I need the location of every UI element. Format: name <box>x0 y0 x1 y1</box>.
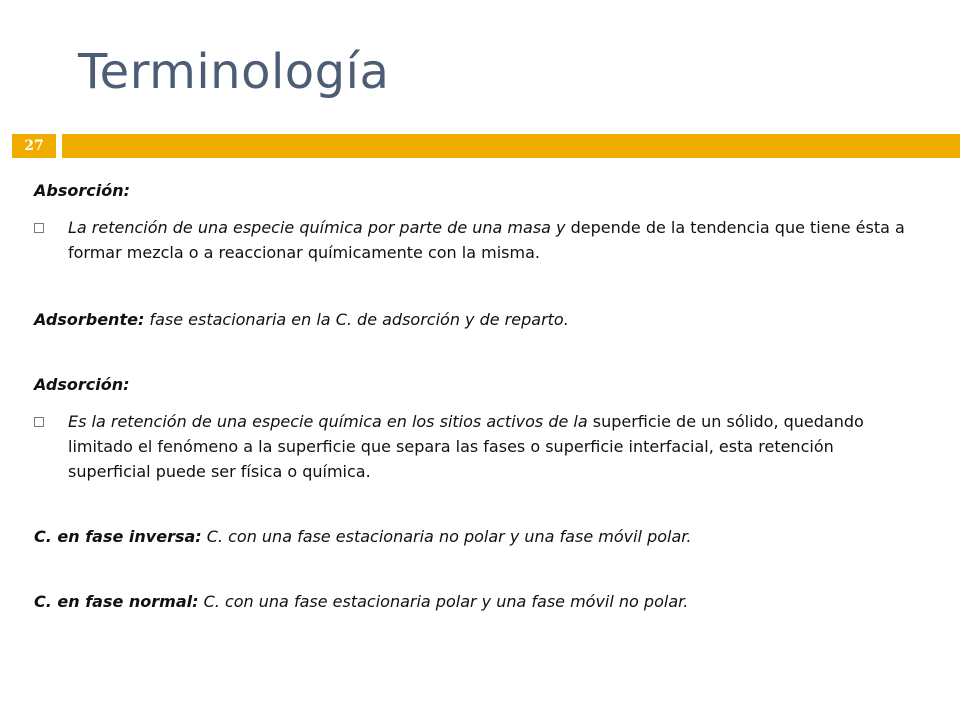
slide-number: 27 <box>12 134 56 158</box>
adsorbente-definition <box>34 307 914 332</box>
square-bullet-icon <box>34 223 44 233</box>
adsorcion-bullet-regular: superficie de un sólido, quedando limitado el fenómeno a la superficie que separa las fases o superficie interfacial, esta retención superficial puede ser física o química. <box>68 412 864 481</box>
absorcion-bullet <box>34 215 914 265</box>
adsorcion-heading <box>34 372 914 397</box>
fase-normal-definition <box>34 589 914 614</box>
fase-normal-text: C. con una fase estacionaria polar y una fase móvil no polar. <box>198 592 689 611</box>
accent-bar <box>62 134 960 158</box>
square-bullet-icon <box>34 417 44 427</box>
absorcion-bullet-italic: La retención de una especie química por parte de una masa y <box>68 218 566 237</box>
slide-title: Terminología <box>78 44 390 100</box>
fase-inversa-text: C. con una fase estacionaria no polar y una fase móvil polar. <box>201 527 692 546</box>
adsorbente-term: Adsorbente: <box>34 310 145 329</box>
fase-inversa-definition <box>34 524 914 549</box>
absorcion-heading <box>34 178 914 203</box>
fase-inversa-term: C. en fase inversa: <box>34 527 202 546</box>
absorcion-term: Absorción: <box>34 181 130 200</box>
adsorbente-text: fase estacionaria en la C. de adsorción y de reparto. <box>144 310 569 329</box>
fase-normal-term: C. en fase normal: <box>34 592 199 611</box>
adsorcion-bullet-italic: Es la retención de una especie química en los sitios activos de la <box>68 412 588 431</box>
adsorcion-term: Adsorción: <box>34 375 130 394</box>
adsorcion-bullet <box>34 409 914 484</box>
absorcion-bullet-regular: depende de la tendencia que tiene ésta a formar mezcla o a reaccionar químicamente con la misma. <box>68 218 905 262</box>
slide-content <box>34 178 914 614</box>
